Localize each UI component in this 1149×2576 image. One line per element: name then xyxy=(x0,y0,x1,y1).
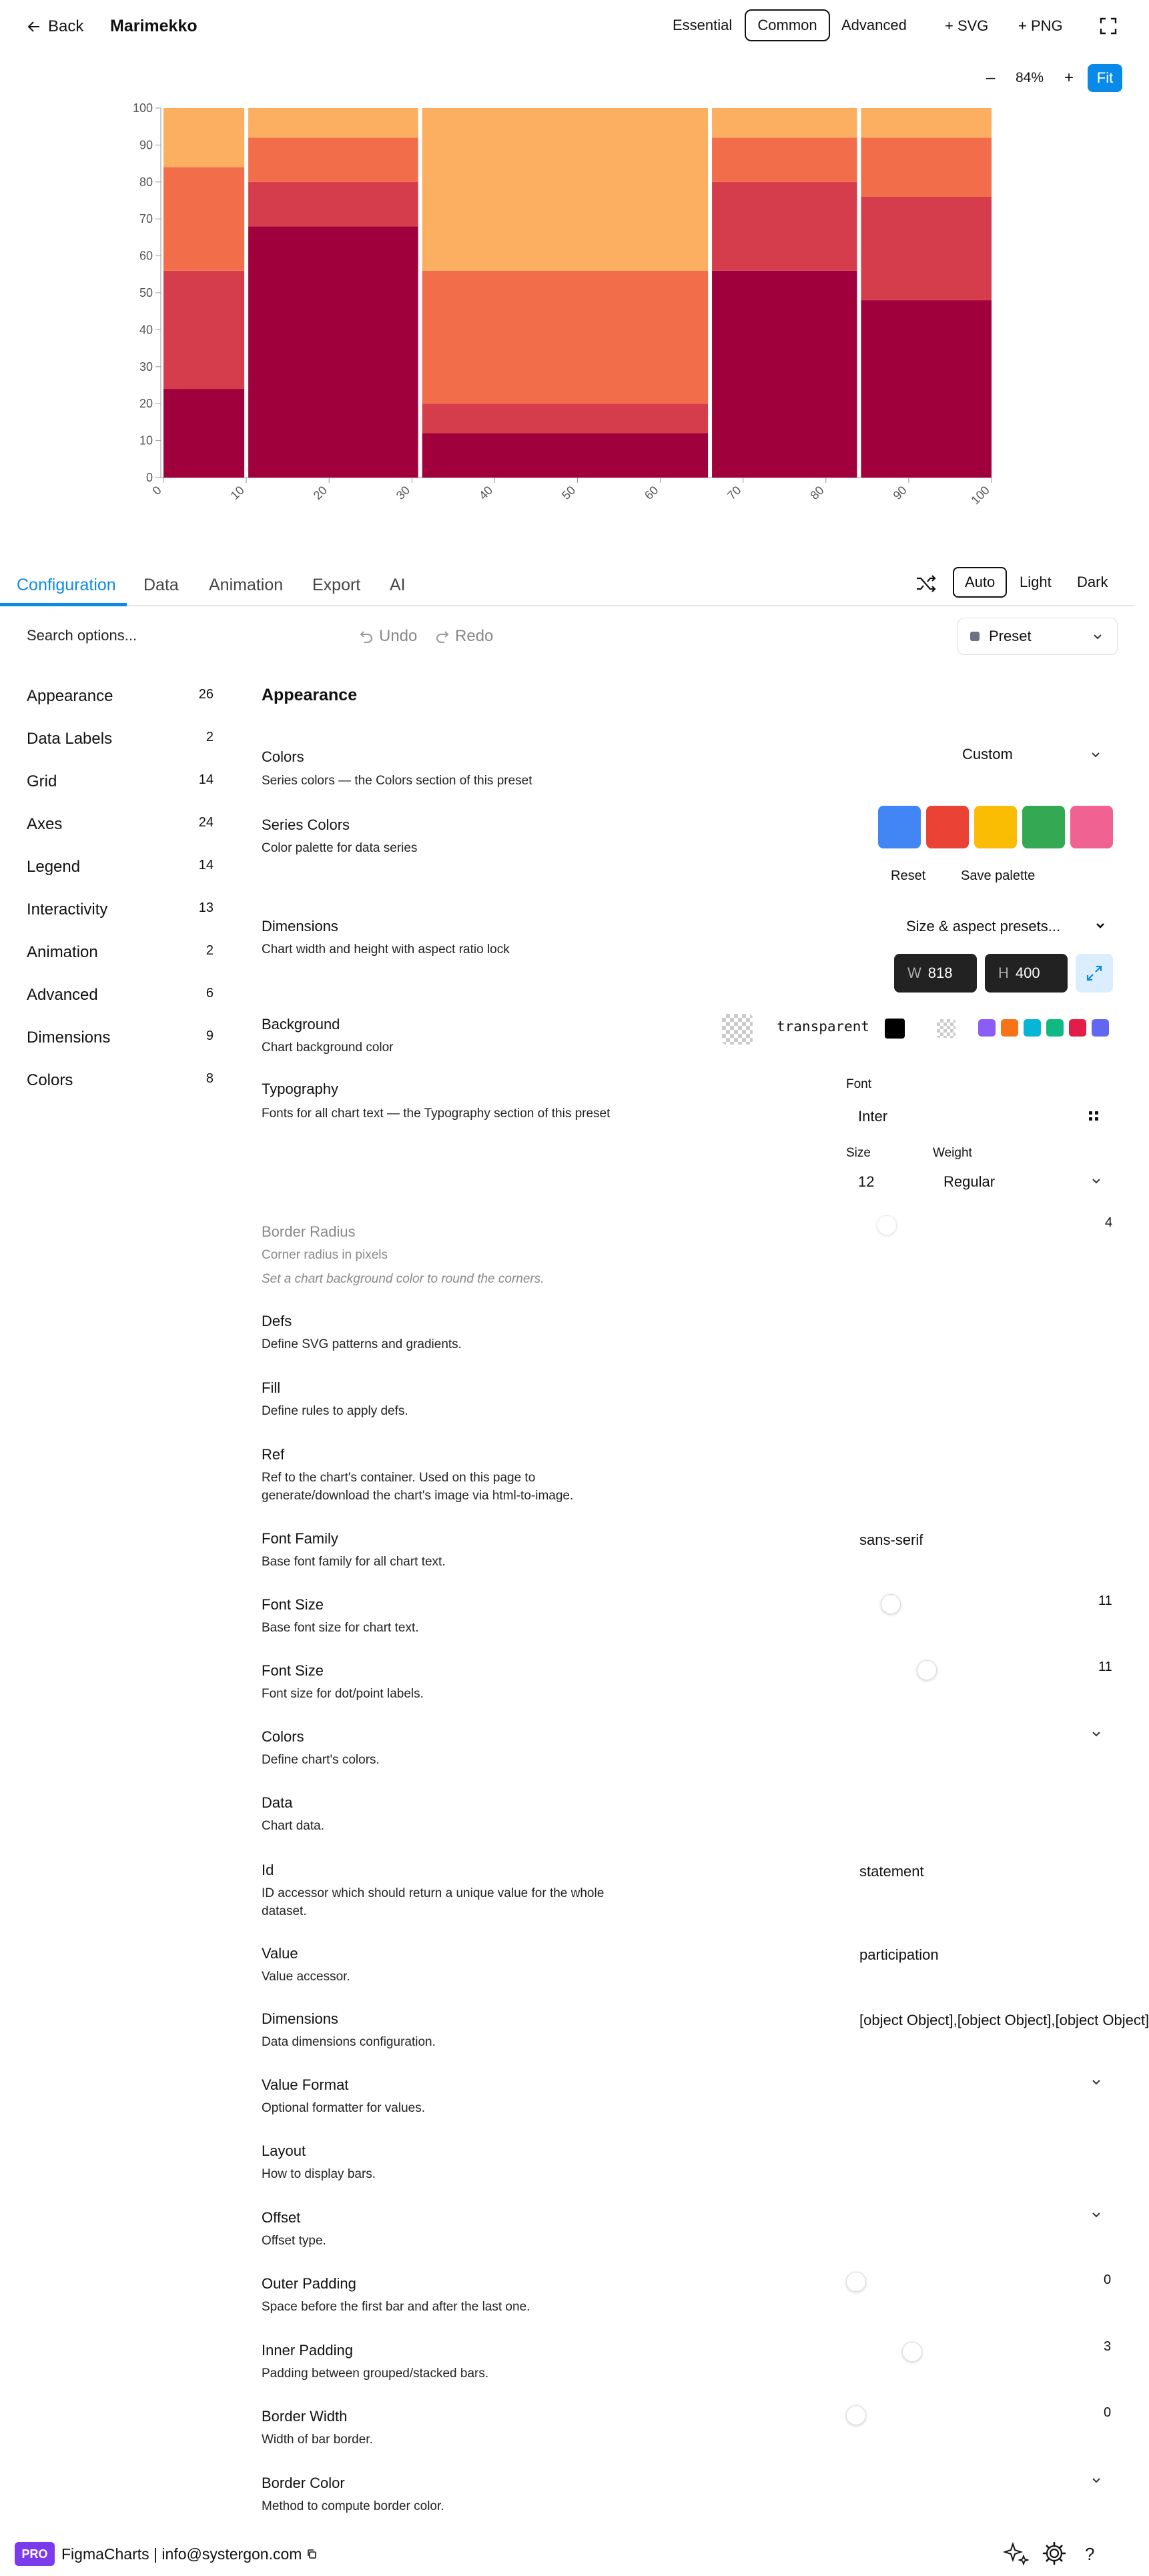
series-color-swatch[interactable] xyxy=(1070,806,1113,848)
help-button[interactable]: ? xyxy=(1085,2544,1095,2564)
colors-label: Colors xyxy=(262,748,304,765)
sidebar-item-label: Dimensions xyxy=(27,1029,111,1047)
prop-defs-label: Defs xyxy=(262,1313,292,1329)
marimekko-segment xyxy=(163,108,244,167)
prop-value-desc: Value accessor. xyxy=(262,1970,350,1984)
prop-id-input[interactable]: statement xyxy=(859,1863,924,1880)
sidebar-item-label: Interactivity xyxy=(27,900,108,918)
marimekko-segment xyxy=(861,137,992,197)
tab-export[interactable]: Export xyxy=(312,576,361,594)
prop-border-width-value: 0 xyxy=(1104,2405,1112,2420)
marimekko-segment xyxy=(712,271,857,478)
prop-dimensions-desc: Data dimensions configuration. xyxy=(262,2035,436,2049)
sidebar-item-label: Data Labels xyxy=(27,730,113,748)
tab-ai[interactable]: AI xyxy=(390,576,406,594)
y-tick-label: 0 xyxy=(145,471,153,484)
prop-font-size-desc: Font size for dot/point labels. xyxy=(262,1687,424,1701)
back-label: Back xyxy=(48,17,84,35)
marimekko-segment xyxy=(248,182,418,226)
background-quick-swatch[interactable] xyxy=(978,1019,996,1037)
prop-dimensions-label: Dimensions xyxy=(262,2010,338,2027)
prop-ref-label: Ref xyxy=(262,1446,285,1463)
prop-dimensions-input[interactable]: [object Object],[object Object],[object Object] xyxy=(859,2012,1149,2028)
sidebar-item-interactivity[interactable] xyxy=(27,900,214,919)
zoom-level: 84% xyxy=(1016,70,1044,85)
chevron-down-icon xyxy=(1091,750,1100,760)
chevron-down-icon[interactable] xyxy=(1092,2476,1101,2485)
pro-badge: PRO xyxy=(15,2542,55,2566)
preset-select[interactable] xyxy=(957,618,1118,655)
footer-contact xyxy=(61,2545,317,2563)
background-quick-swatch[interactable] xyxy=(1092,1019,1109,1037)
border-radius-label: Border Radius xyxy=(262,1223,356,1240)
chevron-down-icon xyxy=(1093,633,1102,641)
prop-border-color-desc: Method to compute border color. xyxy=(262,2499,444,2513)
prop-border-width-label: Border Width xyxy=(262,2408,348,2425)
prop-font-size-desc: Base font size for chart text. xyxy=(262,1621,419,1635)
colors-desc: Series colors — the Colors section of this preset xyxy=(262,774,532,788)
background-quick-swatch[interactable] xyxy=(1069,1019,1086,1037)
sidebar-item-label: Colors xyxy=(27,1071,73,1089)
undo-button[interactable] xyxy=(359,627,417,646)
series-color-swatch[interactable] xyxy=(1022,806,1065,848)
expand-icon xyxy=(1085,964,1104,983)
x-tick-label: 50 xyxy=(559,483,579,502)
sidebar-item-grid[interactable] xyxy=(27,772,214,791)
y-tick-label: 30 xyxy=(139,360,153,374)
marimekko-segment xyxy=(861,108,992,137)
chevron-down-icon xyxy=(1096,921,1105,930)
prop-data-desc: Chart data. xyxy=(262,1819,324,1833)
sidebar-item-label: Advanced xyxy=(27,986,98,1004)
sidebar-item-label: Appearance xyxy=(27,687,113,705)
sidebar-item-count: 8 xyxy=(206,1071,214,1086)
background-quick-swatch[interactable] xyxy=(1024,1019,1041,1037)
sidebar-item-count: 14 xyxy=(198,858,214,872)
prop-outer-padding-desc: Space before the first bar and after the last one. xyxy=(262,2300,530,2314)
mode-common[interactable]: Common xyxy=(745,9,830,41)
sidebar-item-count: 2 xyxy=(206,943,214,958)
marimekko-segment xyxy=(422,108,708,271)
tab-animation[interactable]: Animation xyxy=(209,576,284,594)
export-png-button[interactable]: + PNG xyxy=(1018,17,1063,34)
marimekko-segment xyxy=(248,108,418,137)
prop-outer-padding-slider-thumb[interactable] xyxy=(846,2272,866,2292)
brand-name: FigmaCharts xyxy=(61,2545,149,2563)
x-tick-label: 80 xyxy=(807,483,827,502)
prop-value-input[interactable]: participation xyxy=(859,1946,939,1963)
x-tick-label: 20 xyxy=(310,483,330,502)
prop-colors-label: Colors xyxy=(262,1728,304,1745)
prop-id-desc: ID accessor which should return a unique value for the whole dataset. xyxy=(262,1886,605,1918)
marimekko-segment xyxy=(163,389,244,478)
prop-inner-padding-slider-thumb[interactable] xyxy=(902,2342,922,2362)
chevron-down-icon[interactable] xyxy=(1092,1730,1101,1739)
save-palette-button[interactable]: Save palette xyxy=(961,868,1036,883)
undo-label: Undo xyxy=(379,627,418,645)
weight-label: Weight xyxy=(933,1146,972,1160)
marimekko-segment xyxy=(712,182,857,271)
series-colors-desc: Color palette for data series xyxy=(262,841,418,855)
prop-border-color-label: Border Color xyxy=(262,2475,345,2491)
prop-value-label: Value xyxy=(262,1945,298,1962)
prop-data-label: Data xyxy=(262,1794,293,1811)
y-tick-label: 50 xyxy=(139,286,153,299)
marimekko-segment xyxy=(422,434,708,478)
sidebar-item-axes[interactable] xyxy=(27,815,214,834)
border-radius-value: 4 xyxy=(1105,1215,1113,1230)
prop-id-label: Id xyxy=(262,1862,274,1878)
marimekko-segment xyxy=(163,167,244,271)
sidebar-item-advanced[interactable] xyxy=(27,986,214,1005)
prop-inner-padding-desc: Padding between grouped/stacked bars. xyxy=(262,2367,489,2381)
x-tick-label: 10 xyxy=(228,483,247,502)
width-input-value: 818 xyxy=(927,964,953,981)
zoom-controls xyxy=(981,63,1088,93)
theme-light[interactable]: Light xyxy=(1020,574,1052,590)
undo-icon xyxy=(359,629,374,644)
mode-essential[interactable]: Essential xyxy=(673,17,733,33)
arrow-left-icon xyxy=(27,19,41,34)
prop-value-format-label: Value Format xyxy=(262,2076,349,2093)
prop-outer-padding-label: Outer Padding xyxy=(262,2275,356,2292)
series-color-swatch[interactable] xyxy=(878,806,921,848)
preset-swatch xyxy=(970,632,980,641)
x-tick-label: 60 xyxy=(642,483,661,502)
prop-colors-desc: Define chart's colors. xyxy=(262,1753,380,1767)
prop-offset-desc: Offset type. xyxy=(262,2234,326,2248)
sidebar-item-legend[interactable] xyxy=(27,858,214,876)
shuffle-icon[interactable] xyxy=(915,574,937,594)
theme-auto[interactable]: Auto xyxy=(953,567,1007,598)
sidebar-item-count: 14 xyxy=(198,772,214,787)
size-presets-select[interactable]: Size & aspect presets... xyxy=(906,918,1061,934)
contact-email[interactable]: info@systergon.com xyxy=(161,2545,302,2563)
sidebar-item-label: Grid xyxy=(27,772,57,790)
back-button[interactable] xyxy=(27,17,83,36)
x-tick-label: 90 xyxy=(890,483,909,502)
search-input[interactable]: Search options... xyxy=(27,627,137,644)
marimekko-segment xyxy=(712,108,857,137)
chevron-down-icon[interactable] xyxy=(1092,2210,1101,2220)
font-weight-select[interactable]: Regular xyxy=(943,1173,996,1190)
sidebar-item-colors[interactable] xyxy=(27,1071,214,1090)
black-swatch[interactable] xyxy=(885,1019,905,1039)
prop-font-size-value: 11 xyxy=(1098,1660,1112,1674)
prop-font-family-label: Font Family xyxy=(262,1530,338,1547)
reset-palette-button[interactable]: Reset xyxy=(891,868,926,883)
section-title: Appearance xyxy=(262,686,358,704)
marimekko-segment xyxy=(712,137,857,181)
prop-outer-padding-value: 0 xyxy=(1104,2273,1112,2287)
dimensions-label: Dimensions xyxy=(262,918,338,934)
y-tick-label: 20 xyxy=(139,397,153,411)
mode-advanced[interactable]: Advanced xyxy=(841,17,907,33)
prop-font-size-value: 11 xyxy=(1098,1593,1112,1608)
x-tick-label: 30 xyxy=(393,483,413,502)
background-quick-swatch[interactable] xyxy=(1046,1019,1064,1037)
font-select[interactable]: Inter xyxy=(858,1108,888,1125)
prop-ref-desc: Ref to the chart's container. Used on this page to generate/download the chart's image via html-to-image. xyxy=(262,1471,574,1503)
redo-button[interactable] xyxy=(435,627,493,646)
sidebar-item-count: 24 xyxy=(198,815,214,830)
zoom-out-button[interactable]: – xyxy=(986,69,996,87)
y-tick-label: 100 xyxy=(132,101,153,115)
prop-font-size-slider-thumb[interactable] xyxy=(881,1594,901,1614)
marimekko-segment xyxy=(422,404,708,433)
marimekko-segment xyxy=(422,271,708,404)
tab-data[interactable]: Data xyxy=(143,576,179,594)
y-tick-label: 40 xyxy=(139,323,153,337)
prop-inner-padding-value: 3 xyxy=(1104,2339,1112,2354)
page-title: Marimekko xyxy=(110,17,198,35)
x-tick-label: 100 xyxy=(968,483,992,508)
tab-divider xyxy=(0,605,1134,606)
sidebar-item-count: 9 xyxy=(206,1029,214,1043)
marimekko-segment xyxy=(248,226,418,478)
series-color-swatch[interactable] xyxy=(974,806,1017,848)
transparent-swatch[interactable] xyxy=(722,1014,753,1045)
series-color-swatch[interactable] xyxy=(926,806,969,848)
sidebar-item-dimensions[interactable] xyxy=(27,1029,214,1047)
sidebar-item-data-labels[interactable] xyxy=(27,730,214,748)
border-radius-desc: Corner radius in pixels xyxy=(262,1248,388,1262)
background-desc: Chart background color xyxy=(262,1041,394,1055)
marimekko-chart xyxy=(0,93,1134,520)
y-tick-label: 60 xyxy=(139,249,153,263)
sidebar-item-appearance[interactable] xyxy=(27,687,214,706)
redo-label: Redo xyxy=(455,627,494,645)
aspect-lock-button[interactable] xyxy=(1076,954,1113,993)
footer-separator: | xyxy=(153,2545,158,2563)
sidebar-item-animation[interactable] xyxy=(27,943,214,962)
prop-fill-desc: Define rules to apply defs. xyxy=(262,1404,408,1418)
background-quick-swatch[interactable] xyxy=(1001,1019,1018,1037)
x-tick-label: 70 xyxy=(725,483,744,502)
y-tick-label: 90 xyxy=(139,138,153,152)
border-radius-slider-thumb[interactable] xyxy=(877,1215,897,1235)
top-bar xyxy=(0,0,1134,53)
width-input-label: W xyxy=(907,964,921,981)
marimekko-segment xyxy=(248,137,418,181)
typography-label: Typography xyxy=(262,1081,338,1097)
sidebar-item-count: 6 xyxy=(206,986,214,1001)
prop-font-size-label: Font Size xyxy=(262,1662,324,1679)
sparkles-icon[interactable] xyxy=(1001,2539,1030,2568)
prop-layout-label: Layout xyxy=(262,2142,306,2159)
sidebar-item-count: 13 xyxy=(198,900,214,915)
x-tick-label: 40 xyxy=(476,483,496,502)
prop-inner-padding-label: Inner Padding xyxy=(262,2342,353,2359)
font-size-input[interactable]: 12 xyxy=(858,1173,875,1190)
tab-configuration[interactable]: Configuration xyxy=(17,576,116,594)
width-input[interactable] xyxy=(894,954,977,993)
prop-font-size-slider-thumb[interactable] xyxy=(917,1660,937,1680)
typography-desc: Fonts for all chart text — the Typography section of this preset xyxy=(262,1107,611,1121)
prop-border-width-slider-thumb[interactable] xyxy=(846,2405,866,2425)
prop-layout-desc: How to display bars. xyxy=(262,2167,376,2181)
sidebar-item-label: Axes xyxy=(27,815,63,833)
marimekko-segment xyxy=(163,271,244,389)
fullscreen-icon[interactable] xyxy=(1100,17,1117,35)
fit-button[interactable]: Fit xyxy=(1088,64,1122,92)
sidebar-item-label: Legend xyxy=(27,858,81,876)
prop-offset-label: Offset xyxy=(262,2209,301,2226)
preset-label: Preset xyxy=(989,628,1032,644)
active-tab-indicator xyxy=(0,603,127,606)
marimekko-segment xyxy=(861,197,992,300)
settings-gear-icon[interactable] xyxy=(1041,2540,1068,2567)
prop-defs-desc: Define SVG patterns and gradients. xyxy=(262,1337,462,1351)
chevron-down-icon[interactable] xyxy=(1092,2078,1101,2087)
y-tick-label: 10 xyxy=(139,434,153,448)
y-tick-label: 80 xyxy=(139,175,153,189)
copy-icon[interactable] xyxy=(306,2549,317,2559)
export-svg-button[interactable]: + SVG xyxy=(945,17,989,34)
sidebar-item-label: Animation xyxy=(27,943,98,961)
prop-value-format-desc: Optional formatter for values. xyxy=(262,2101,425,2115)
colors-select[interactable]: Custom xyxy=(962,746,1013,762)
prop-fill-label: Fill xyxy=(262,1379,281,1396)
chevron-down-icon xyxy=(1092,1177,1101,1186)
x-tick-label: 0 xyxy=(149,483,164,498)
prop-font-family-input[interactable]: sans-serif xyxy=(859,1531,923,1548)
y-tick-label: 70 xyxy=(139,212,153,226)
background-label: Background xyxy=(262,1016,340,1033)
marimekko-segment xyxy=(861,300,992,478)
sidebar-item-count: 26 xyxy=(198,687,214,702)
size-label: Size xyxy=(846,1146,871,1160)
prop-font-size-label: Font Size xyxy=(262,1596,324,1613)
theme-dark[interactable]: Dark xyxy=(1077,574,1108,590)
prop-border-width-desc: Width of bar border. xyxy=(262,2433,373,2447)
height-input[interactable] xyxy=(985,954,1068,993)
prop-font-family-desc: Base font family for all chart text. xyxy=(262,1555,446,1569)
transparent-swatch-small[interactable] xyxy=(937,1019,955,1038)
font-grid-icon[interactable] xyxy=(1088,1110,1100,1122)
zoom-in-button[interactable]: + xyxy=(1064,69,1074,87)
font-label: Font xyxy=(846,1077,872,1091)
series-colors-label: Series Colors xyxy=(262,816,350,833)
height-input-value: 400 xyxy=(1015,964,1040,981)
height-input-label: H xyxy=(998,964,1009,981)
dimensions-desc: Chart width and height with aspect ratio lock xyxy=(262,942,510,956)
sidebar-item-count: 2 xyxy=(206,730,214,744)
background-input[interactable]: transparent xyxy=(777,1019,870,1035)
redo-icon xyxy=(435,629,450,644)
border-radius-hint: Set a chart background color to round the corners. xyxy=(262,1272,544,1286)
